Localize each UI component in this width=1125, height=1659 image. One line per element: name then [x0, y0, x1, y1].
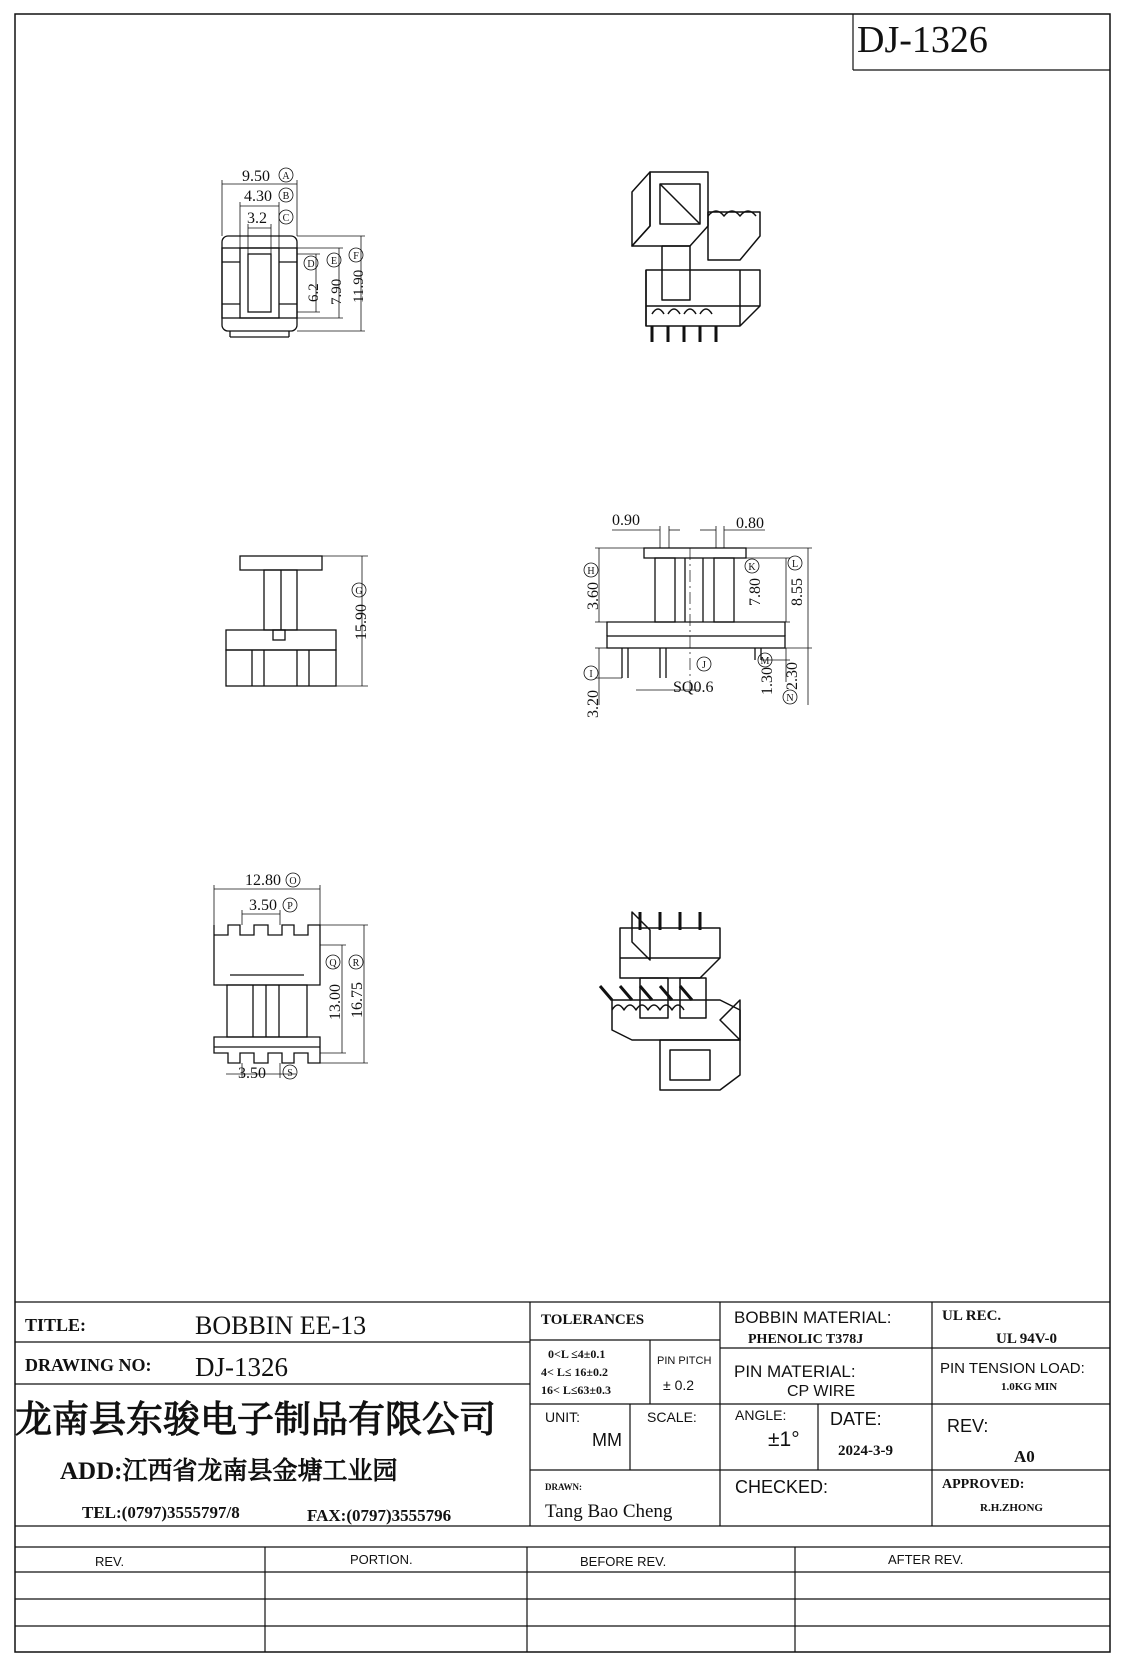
pin-pitch-label: PIN PITCH: [657, 1355, 712, 1367]
dim-g-value: 15.90: [353, 604, 370, 640]
ul-rec-label: UL REC.: [942, 1308, 1002, 1324]
dim-b-value: 4.30: [244, 188, 272, 205]
pin-material-value: CP WIRE: [787, 1383, 856, 1400]
tolerance-line-1: 0<L ≤4±0.1: [548, 1347, 606, 1361]
angle-value: ±1°: [768, 1428, 800, 1451]
title-label: TITLE:: [25, 1315, 87, 1335]
bobbin-material-value: PHENOLIC T378J: [748, 1332, 864, 1347]
dim-n-value: 2.30: [784, 662, 801, 690]
rev-table-header-before: BEFORE REV.: [580, 1554, 667, 1569]
isometric-view-top: [632, 172, 760, 342]
rev-value: A0: [1014, 1447, 1035, 1466]
date-value: 2024-3-9: [838, 1443, 893, 1459]
pin-tension-label: PIN TENSION LOAD:: [940, 1360, 1085, 1377]
company-name: 龙南县东骏电子制品有限公司: [15, 1400, 496, 1441]
dim-k-value: 7.80: [747, 578, 764, 606]
pin-material-label: PIN MATERIAL:: [734, 1362, 856, 1381]
dim-n-tag: N: [786, 693, 794, 704]
dim-e-tag: E: [330, 256, 338, 267]
dim-j-value: SQ0.6: [673, 679, 714, 696]
dim-m-value: 1.30: [759, 667, 776, 695]
pin-pitch-value: ± 0.2: [663, 1377, 695, 1393]
corner-drawing-number-box: [853, 14, 1110, 70]
dim-r-value: 16.75: [349, 982, 366, 1018]
rev-table-header-portion: PORTION.: [350, 1552, 413, 1567]
drawn-value: Tang Bao Cheng: [545, 1501, 673, 1522]
company-address: ADD:江西省龙南县金塘工业园: [60, 1458, 398, 1485]
approved-label: APPROVED:: [942, 1477, 1025, 1492]
rev-table-header-after: AFTER REV.: [888, 1552, 964, 1567]
dim-o-tag: O: [289, 876, 297, 887]
tolerances-label: TOLERANCES: [541, 1312, 645, 1328]
dim-d-tag: D: [307, 259, 315, 270]
unit-label: UNIT:: [545, 1409, 580, 1425]
dim-h-tag: H: [587, 566, 595, 577]
rev-table-header-rev: REV.: [95, 1554, 125, 1569]
ul-rec-value: UL 94V-0: [996, 1331, 1057, 1347]
drawing-no-value: DJ-1326: [195, 1352, 288, 1382]
checked-label: CHECKED:: [735, 1477, 829, 1497]
dim-l-value: 8.55: [789, 578, 806, 606]
tolerance-line-2: 4< L≤ 16±0.2: [541, 1365, 609, 1379]
date-label: DATE:: [830, 1409, 882, 1429]
dim-c-value: 3.2: [247, 210, 267, 227]
dim-e-value: 7.90: [329, 278, 345, 305]
dim-front-top-right-value: 0.80: [736, 515, 764, 532]
dim-o-value: 12.80: [245, 872, 281, 889]
title-value: BOBBIN EE-13: [195, 1311, 367, 1340]
dim-s-tag: S: [287, 1068, 293, 1079]
angle-label: ANGLE:: [735, 1407, 787, 1423]
pin-tension-value: 1.0KG MIN: [1001, 1381, 1058, 1393]
dim-l-tag: L: [791, 559, 799, 570]
dim-p-tag: P: [287, 901, 293, 912]
dim-d-value: 6.2: [306, 283, 322, 302]
dim-q-tag: Q: [329, 958, 337, 969]
drawing-no-label: DRAWING NO:: [25, 1355, 152, 1375]
dim-p-value: 3.50: [249, 897, 277, 914]
dim-i-tag: I: [589, 669, 593, 680]
dim-j-tag: J: [702, 660, 706, 671]
dim-q-value: 13.00: [327, 984, 344, 1020]
tolerance-line-3: 16< L≤63±0.3: [541, 1383, 612, 1397]
dim-m-tag: M: [760, 656, 770, 667]
drawn-label: DRAWN:: [545, 1482, 582, 1492]
corner-drawing-number: DJ-1326: [857, 19, 988, 61]
dim-k-tag: K: [748, 562, 756, 573]
dim-front-top-left-value: 0.90: [612, 512, 640, 529]
dim-h-value: 3.60: [585, 582, 602, 610]
dim-g-tag: G: [355, 586, 363, 597]
company-fax: FAX:(0797)3555796: [307, 1506, 452, 1525]
side-view: [226, 556, 368, 686]
dim-r-tag: R: [352, 958, 360, 969]
isometric-view-bottom: [600, 912, 740, 1090]
dim-f-value: 11.90: [351, 269, 367, 303]
dim-a-value: 9.50: [242, 168, 270, 185]
company-tel: TEL:(0797)3555797/8: [82, 1503, 240, 1522]
rev-label: REV:: [947, 1416, 989, 1436]
dim-i-value: 3.20: [585, 690, 602, 718]
unit-value: MM: [592, 1430, 622, 1450]
dim-c-tag: C: [282, 213, 290, 224]
scale-label: SCALE:: [647, 1409, 697, 1425]
bottom-view: [214, 885, 368, 1078]
dim-f-tag: F: [353, 251, 359, 262]
dim-s-value: 3.50: [238, 1065, 266, 1082]
bobbin-material-label: BOBBIN MATERIAL:: [734, 1308, 892, 1327]
approved-value: R.H.ZHONG: [980, 1502, 1043, 1514]
dim-a-tag: A: [282, 171, 290, 182]
dim-b-tag: B: [282, 191, 290, 202]
